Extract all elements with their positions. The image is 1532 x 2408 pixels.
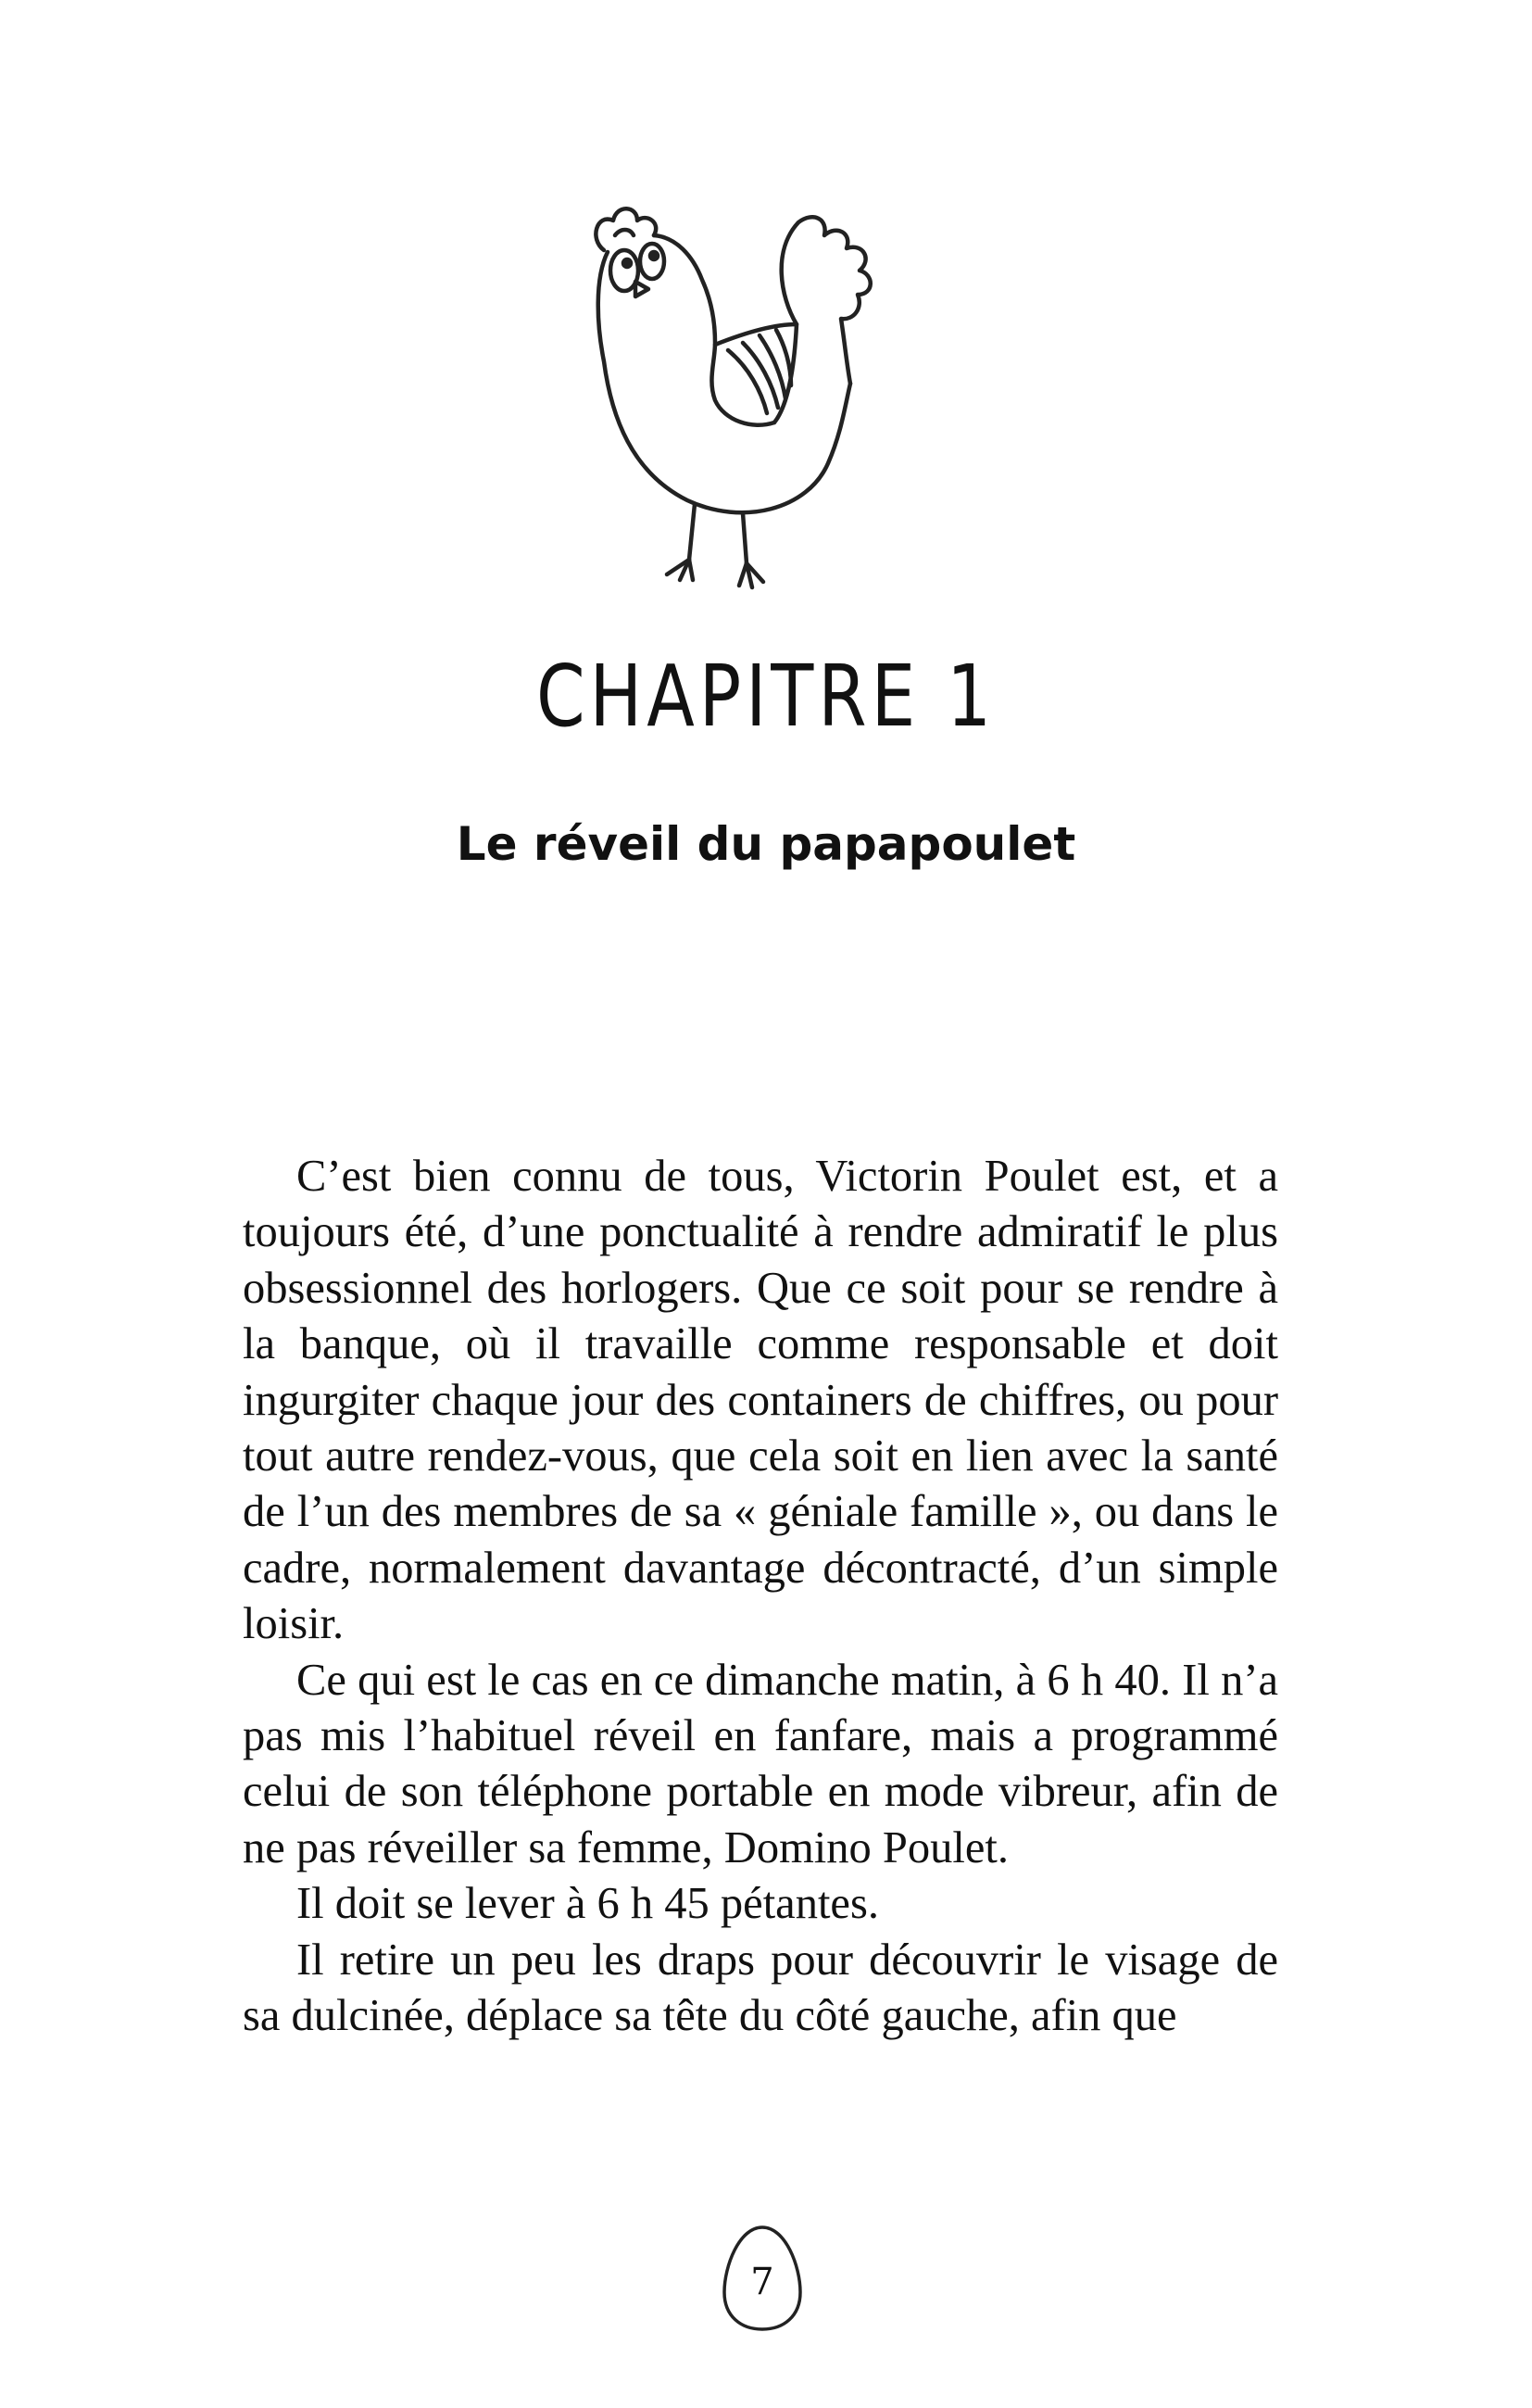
paragraph: Ce qui est le cas en ce dimanche matin, à 6 h 40. Il n’a pas mis l’habituel réveil en fanfare, mais a programmé celui de son téléphone portable en mode vibreur, afin de ne pas réveiller sa femme, Domino Poulet. (243, 1655, 1278, 1872)
chapter-subtitle: Le réveil du papapoulet (456, 817, 1076, 871)
paragraph: C’est bien connu de tous, Victorin Poulet est, et a toujours été, d’une ponctualité à rendre admiratif le plus obsessionnel des horlogers. Que ce soit pour se rendre à la banque, où il travaille comme responsable et doit ingurgiter chaque jour des containers de chiffres, ou pour tout autre rendez-vous, que cela soit en lien avec la santé de l’un des membres de sa « géniale famille », ou dans le cadre, normalement davantage décontracté, d’un simple loisir. (243, 1152, 1278, 1649)
chapter-body (243, 1149, 1278, 2045)
paragraph: Il doit se lever à 6 h 45 pétantes. (296, 1879, 879, 1929)
chapter-title: CHAPITRE 1 (535, 647, 997, 746)
page-number (721, 2224, 804, 2333)
paragraph: Il retire un peu les draps pour découvrir le visage de sa dulcinée, déplace sa tête du côté gauche, afin que (243, 1935, 1278, 2041)
hen-illustration (576, 185, 965, 611)
page-number-label: 7 (750, 2261, 774, 2303)
